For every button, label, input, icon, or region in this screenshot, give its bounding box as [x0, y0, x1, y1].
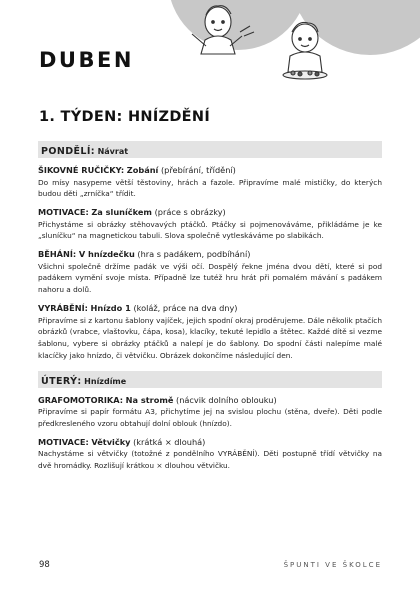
activity-text: Do mísy nasypeme větší těstoviny, hrách a fazole. Připravíme malé mističky, do kterých budou děti „zrníčka“ třídit.	[38, 177, 382, 199]
activity-category: VYRÁBĚNÍ:	[38, 303, 88, 314]
activity-heading	[38, 165, 382, 177]
activity-category: MOTIVACE:	[38, 436, 89, 447]
day-name: ÚTERÝ	[41, 375, 78, 387]
activity-text: Přichystáme si obrázky stěhovavých ptáčků. Ptáčky si pojmenováváme, přikládáme je ke „sluníčku“ na magnetickou tabuli. Slova společně vytleskáváme po slabikách.	[38, 219, 382, 241]
month-heading: DUBEN	[39, 48, 134, 72]
activity-note: (přebírání, třídění)	[160, 165, 236, 175]
decor-circle-left	[168, 0, 308, 50]
day-theme: Hnízdíme	[84, 376, 127, 386]
page-number: 98	[39, 560, 50, 570]
activity-heading	[38, 207, 382, 219]
day-bar-utery	[38, 371, 382, 388]
activity-note: (hra s padákem, podbíhání)	[137, 249, 251, 260]
activity-block	[38, 303, 382, 362]
activity-note: (nácvik dolního oblouku)	[176, 394, 277, 405]
day-theme: Návrat	[97, 147, 129, 156]
activity-category: ŠIKOVNÉ RUČIČKY:	[38, 165, 125, 175]
activity-block	[38, 165, 382, 200]
activity-heading	[38, 303, 382, 315]
footer-brand: ŠPUNTI VE ŠKOLCE	[283, 561, 382, 569]
week-heading: 1. TÝDEN: HNÍZDĚNÍ	[39, 109, 211, 125]
activity-category: MOTIVACE:	[38, 207, 89, 218]
activity-note: (krátká × dlouhá)	[133, 436, 206, 447]
day-bar-pondeli	[38, 141, 382, 158]
activity-title: V hnízdečku	[78, 249, 135, 260]
activity-block	[38, 207, 382, 242]
activity-block	[38, 395, 382, 430]
activity-category: BĚHÁNÍ:	[38, 249, 77, 260]
activity-heading	[38, 249, 382, 261]
day-name: PONDĚLÍ	[41, 146, 91, 157]
activity-title: Na stromě	[125, 394, 174, 405]
activity-note: (koláž, práce na dva dny)	[133, 303, 238, 314]
activity-title: Hnízdo 1	[90, 303, 131, 314]
activity-note: (práce s obrázky)	[154, 207, 226, 218]
activity-text: Všichni společně držíme padák ve výši očí. Dospělý řekne jména dvou dětí, které si pod padákem vymění svoje místa. Případně lze tutéž hru hrát při pomalém mávání s padákem nahoru a dolů.	[38, 261, 382, 295]
activity-title: Za sluníčkem	[91, 207, 152, 218]
day-separator: :	[77, 375, 82, 387]
activity-heading	[38, 395, 382, 407]
activity-heading	[38, 437, 382, 449]
activity-block	[38, 249, 382, 296]
day-separator: :	[90, 146, 95, 157]
activity-text: Připravíme si papír formátu A3, přichytíme jej na svislou plochu (stěna, dveře). Děti podle předkresleného vzoru obtahují dolní oblouk (hnízdo).	[38, 407, 382, 429]
activity-category: GRAFOMOTORIKA:	[38, 394, 124, 405]
activity-text: Připravíme si z kartonu šablony vajíček, jejich spodní okraj proděrujeme. Dále několik ptačích obrázků (vrabce, vlaštovku, čápa, kosa), klacíky, tekuté lepidlo a štětec. Každé dítě si vezme šablonu, vybere si obrázky ptáčků a nalepí je do šablony. Do spodní části nalepíme malé klacíčky jako hnízdo, či větvičku. Obrázek dokončíme následující den.	[38, 315, 382, 360]
activity-block	[38, 437, 382, 472]
activity-title: Zobání	[126, 165, 159, 175]
activity-text: Nachystáme si větvičky (totožné z pondělního VYRÁBĚNÍ). Děti postupně třídí větvičky na dvě hromádky. Rozlišují krátkou × dlouhou větvičku.	[38, 449, 382, 471]
activity-title: Větvičky	[91, 436, 131, 447]
page-content	[38, 141, 382, 472]
